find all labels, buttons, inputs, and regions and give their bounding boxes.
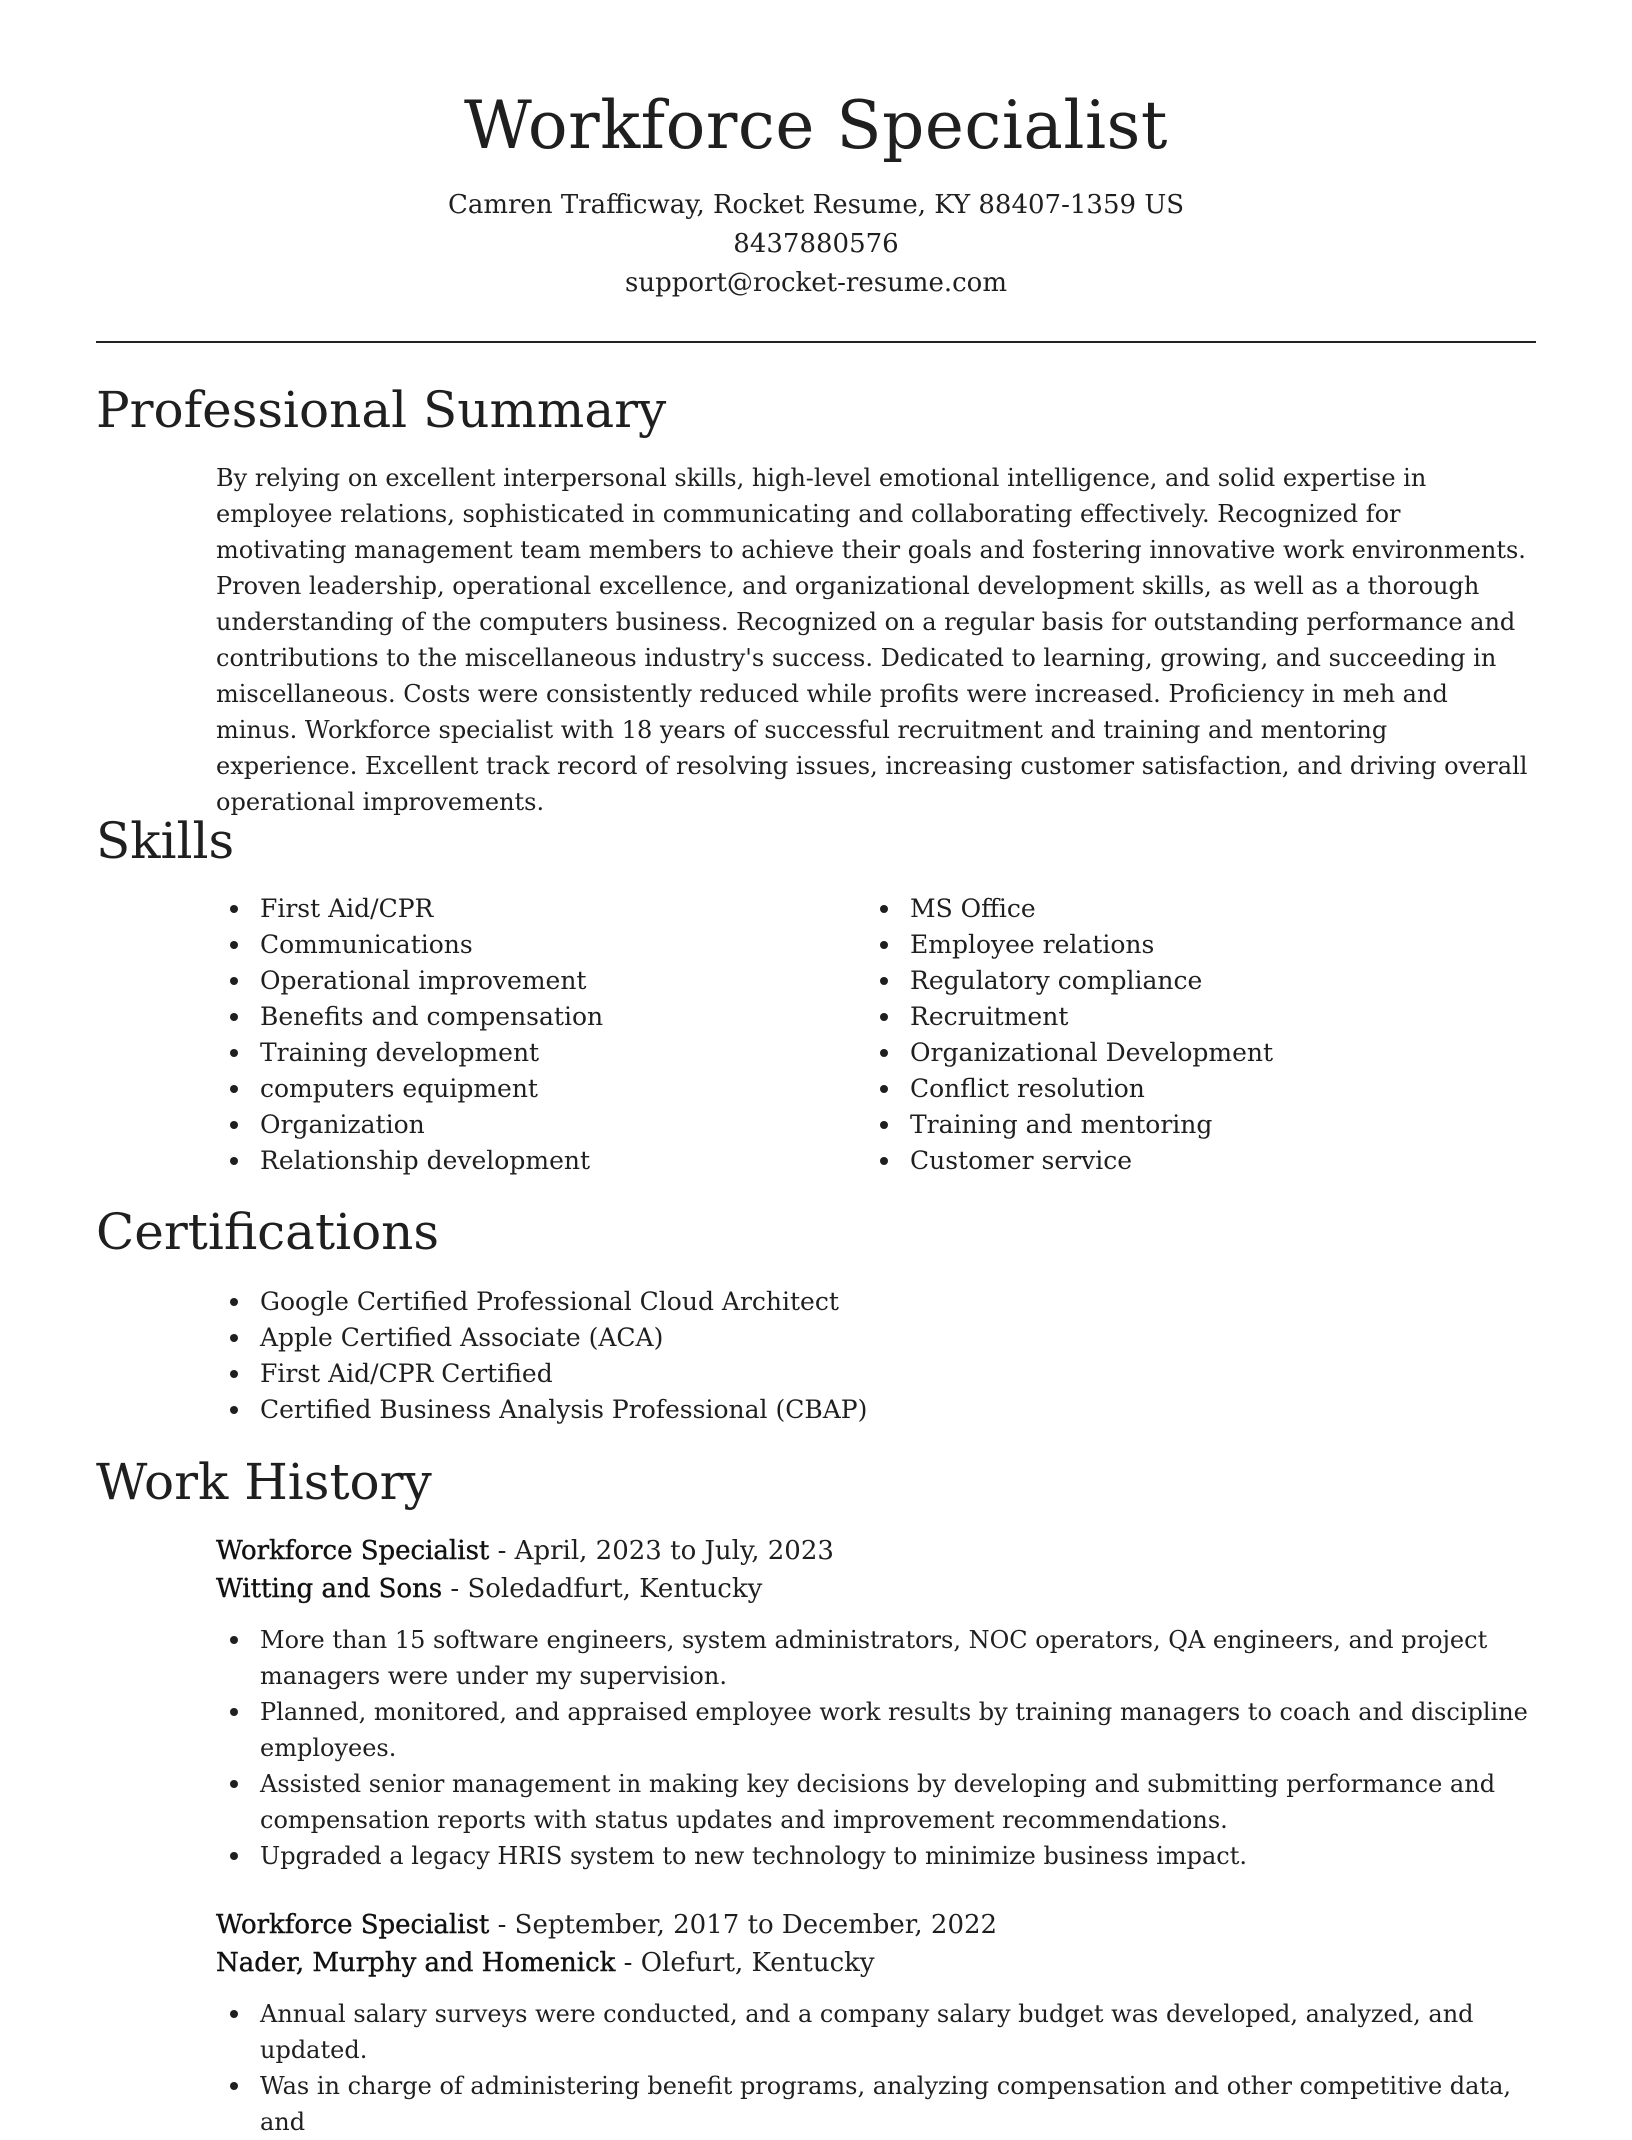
resume-header — [0, 0, 1632, 303]
skill-item: First Aid/CPR — [216, 891, 866, 927]
skill-item: Conflict resolution — [866, 1071, 1516, 1107]
job-dates: - September, 2017 to December, 2022 — [489, 1910, 998, 1940]
job-bullet: Upgraded a legacy HRIS system to new technology to minimize business impact. — [216, 1838, 1536, 1874]
job-entry — [216, 1906, 1536, 2140]
job-bullet: More than 15 software engineers, system administrators, NOC operators, QA engineers, and project managers were under my supervision. — [216, 1622, 1536, 1694]
certification-item: First Aid/CPR Certified — [216, 1356, 1536, 1392]
skills-heading: Skills — [96, 812, 235, 870]
skill-item: Recruitment — [866, 999, 1516, 1035]
skill-item: Organization — [216, 1107, 866, 1143]
job-bullet: Annual salary surveys were conducted, and a company salary budget was developed, analyzed, and updated. — [216, 1996, 1536, 2068]
contact-block — [0, 186, 1632, 303]
resume-name: Workforce Specialist — [464, 87, 1168, 164]
job-title: Workforce Specialist — [216, 1536, 490, 1566]
job-title-line — [216, 1906, 1536, 1944]
skills-list-right — [866, 891, 1516, 1179]
job-title: Workforce Specialist — [216, 1910, 490, 1940]
job-bullet: Planned, monitored, and appraised employee work results by training managers to coach and discipline employees. — [216, 1694, 1536, 1766]
job-bullets — [216, 1996, 1536, 2140]
skills-list-left — [216, 891, 866, 1179]
certification-item: Apple Certified Associate (ACA) — [216, 1320, 1536, 1356]
skills-section — [96, 809, 1536, 1179]
skill-item: Employee relations — [866, 927, 1516, 963]
skill-item: Organizational Development — [866, 1035, 1516, 1071]
work-history-heading: Work History — [96, 1453, 432, 1511]
job-entry — [216, 1532, 1536, 1874]
job-location: - Soledadfurt, Kentucky — [442, 1574, 763, 1604]
job-bullet: Was in charge of administering benefit programs, analyzing compensation and other competitive data, and — [216, 2068, 1536, 2140]
job-company: Witting and Sons — [216, 1574, 443, 1604]
certification-item: Google Certified Professional Cloud Architect — [216, 1284, 1536, 1320]
job-dates: - April, 2023 to July, 2023 — [489, 1536, 834, 1566]
skills-columns — [216, 891, 1536, 1179]
certifications-list — [216, 1284, 1536, 1428]
contact-phone: 8437880576 — [733, 229, 899, 259]
job-bullets — [216, 1622, 1536, 1874]
summary-heading: Professional Summary — [96, 381, 667, 439]
skill-item: Operational improvement — [216, 963, 866, 999]
skill-item: Training and mentoring — [866, 1107, 1516, 1143]
job-title-line — [216, 1532, 1536, 1570]
certifications-section — [96, 1200, 1536, 1428]
contact-address: Camren Trafficway, Rocket Resume, KY 88407-1359 US — [447, 190, 1185, 220]
skill-item: Regulatory compliance — [866, 963, 1516, 999]
skill-item: Training development — [216, 1035, 866, 1071]
job-company-line — [216, 1944, 1536, 1982]
job-location: - Olefurt, Kentucky — [615, 1948, 875, 1978]
certification-item: Certified Business Analysis Professional (CBAP) — [216, 1392, 1536, 1428]
job-company-line — [216, 1570, 1536, 1608]
skill-item: Benefits and compensation — [216, 999, 866, 1035]
summary-section — [96, 378, 1536, 820]
header-divider — [96, 341, 1536, 343]
skill-item: Communications — [216, 927, 866, 963]
job-bullet: Assisted senior management in making key decisions by developing and submitting performance and compensation reports with status updates and improvement recommendations. — [216, 1766, 1536, 1838]
skill-item: MS Office — [866, 891, 1516, 927]
work-history-section — [96, 1450, 1536, 2140]
certifications-heading: Certifications — [96, 1203, 440, 1261]
skill-item: Customer service — [866, 1143, 1516, 1179]
summary-text: By relying on excellent interpersonal skills, high-level emotional intelligence, and solid expertise in employee relations, sophisticated in communicating and collaborating effectively. Recognized for motivating management team members to achieve their goals and fostering innovative work environments. Proven leadership, operational excellence, and organizational development skills, as well as a thorough understanding of the computers business. Recognized on a regular basis for outstanding performance and contributions to the miscellaneous industry's success. Dedicated to learning, growing, and succeeding in miscellaneous. Costs were consistently reduced while profits were increased. Proficiency in meh and minus. Workforce specialist with 18 years of successful recruitment and training and mentoring experience. Excellent track record of resolving issues, increasing customer satisfaction, and driving overall operational improvements. — [216, 464, 1528, 816]
skill-item: computers equipment — [216, 1071, 866, 1107]
contact-email: support@rocket-resume.com — [624, 268, 1007, 298]
skill-item: Relationship development — [216, 1143, 866, 1179]
job-company: Nader, Murphy and Homenick — [216, 1948, 616, 1978]
